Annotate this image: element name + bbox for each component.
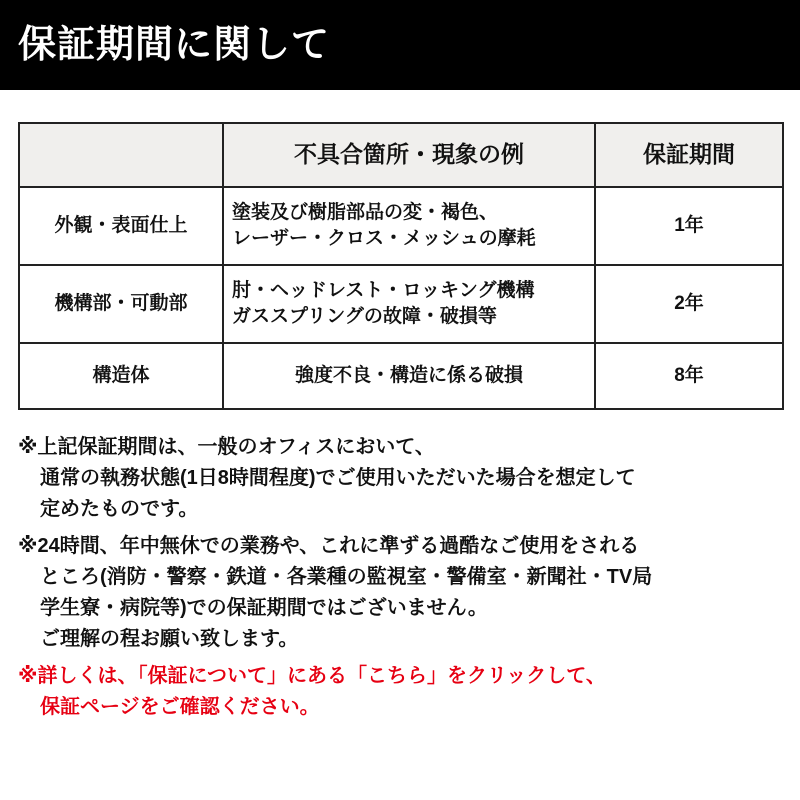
table-header-row [19, 123, 783, 187]
table-header-cell-symptoms: 不具合箇所・現象の例 [223, 123, 595, 187]
note-exclusions [18, 531, 782, 655]
row-symptoms [223, 343, 595, 409]
note-line: 保証ページをご確認ください。 [40, 696, 320, 718]
row-term: 8年 [595, 343, 783, 409]
table-row [19, 265, 783, 343]
table-header-cell-blank [19, 123, 223, 187]
note-line: ※詳しくは、「保証について」にある「こちら」をクリックして、 [18, 665, 606, 687]
note-warranty-link [18, 661, 782, 723]
note-line: 通常の執務状態(1日8時間程度)でご使用いただいた場合を想定して [40, 467, 636, 489]
page-title: 保証期間に関して [18, 24, 331, 66]
row-symptom-line: 肘・ヘッドレスト・ロッキング機構 [232, 280, 535, 302]
table-row [19, 343, 783, 409]
table-body [19, 187, 783, 409]
table-header [19, 123, 783, 187]
row-symptom-line: ガススプリングの故障・破損等 [232, 306, 497, 327]
row-term: 1年 [595, 187, 783, 265]
table-row [19, 187, 783, 265]
row-symptom-line: 塗装及び樹脂部品の変・褐色、 [232, 202, 499, 224]
warranty-table [18, 122, 784, 410]
note-line: ※上記保証期間は、一般のオフィスにおいて、 [18, 436, 435, 458]
row-symptom-line: 強度不良・構造に係る破損 [294, 365, 523, 387]
row-category: 外観・表面仕上 [19, 187, 223, 265]
row-category: 構造体 [19, 343, 223, 409]
notes-section [18, 432, 782, 723]
page-header [0, 0, 800, 90]
warranty-table-wrapper [18, 122, 782, 410]
note-line: ところ(消防・警察・鉄道・各業種の監視室・警備室・新聞社・TV局 [40, 566, 653, 588]
row-symptom-line: レーザー・クロス・メッシュの摩耗 [232, 228, 536, 249]
note-usage-assumption [18, 432, 782, 525]
row-symptoms [223, 187, 595, 265]
table-header-cell-term: 保証期間 [595, 123, 783, 187]
row-category: 機構部・可動部 [19, 265, 223, 343]
row-symptoms [223, 265, 595, 343]
note-line: 学生寮・病院等)での保証期間ではございません。 [40, 597, 488, 619]
note-line: ※24時間、年中無休での業務や、これに準ずる過酷なご使用をされる [18, 535, 640, 557]
note-line: ご理解の程お願い致します。 [40, 628, 299, 650]
note-line: 定めたものです。 [40, 498, 199, 520]
row-term: 2年 [595, 265, 783, 343]
